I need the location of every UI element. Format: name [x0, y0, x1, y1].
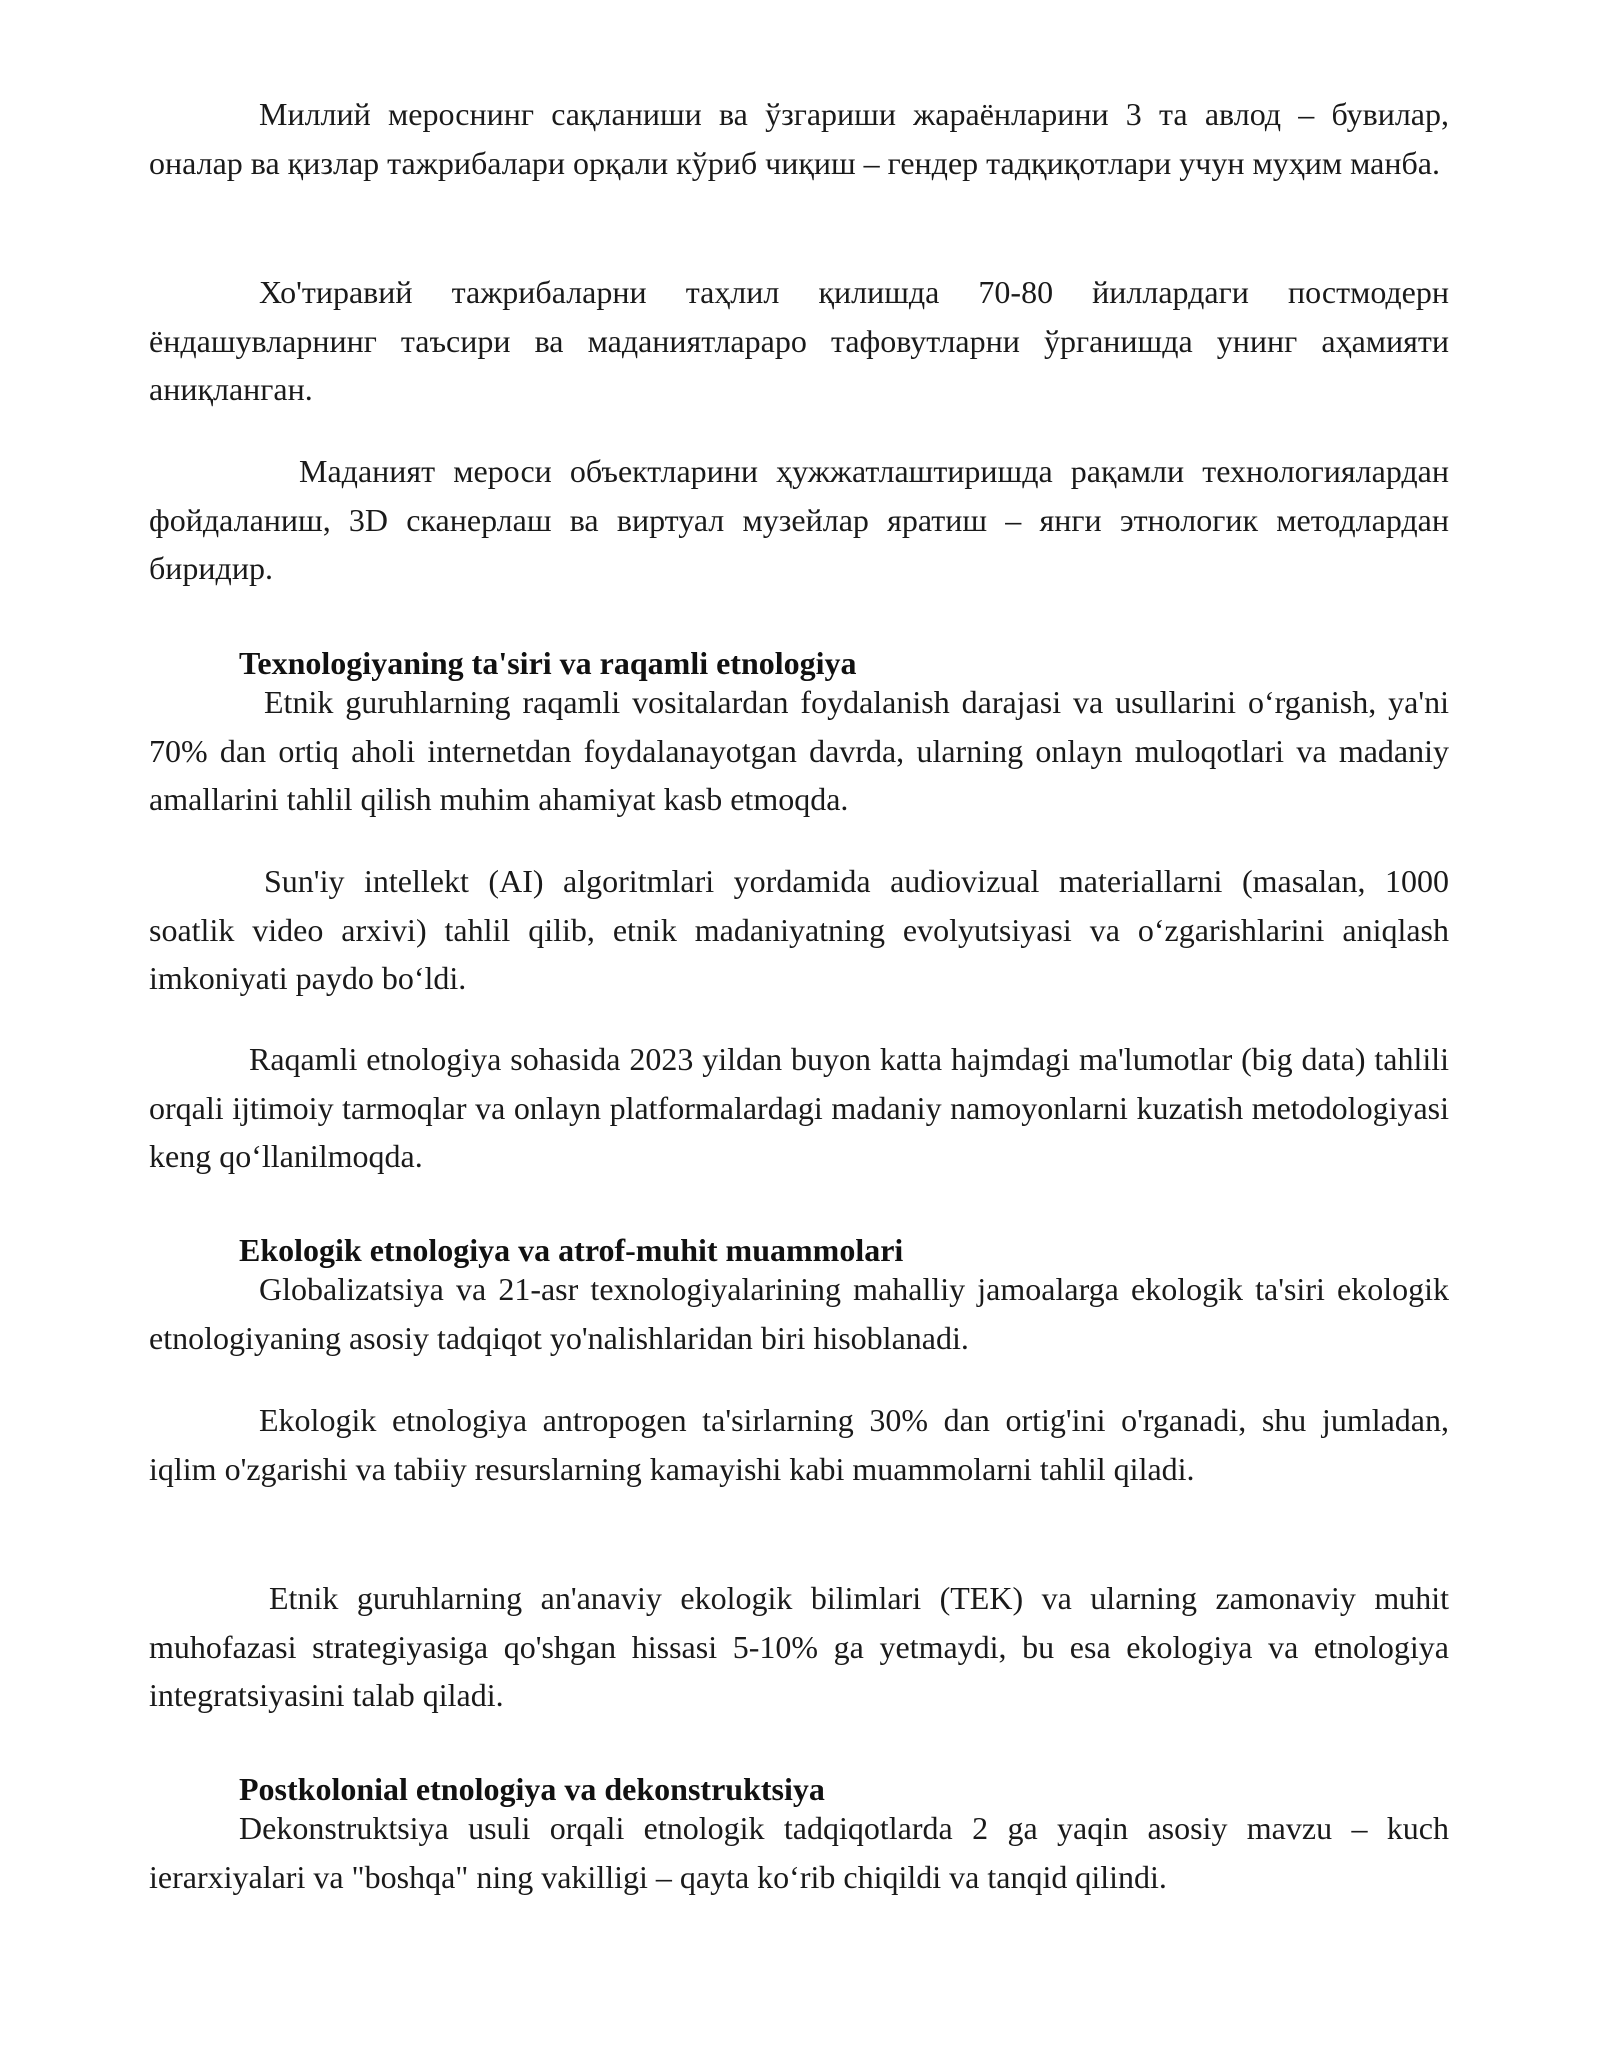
paragraph-intro-1 — [149, 90, 1449, 187]
paragraph-technology-3 — [149, 1035, 1449, 1181]
paragraph-ecology-2 — [149, 1396, 1449, 1493]
paragraph-text: Etnik guruhlarning an'anaviy ekologik bilimlari (TEK) va ularning zamonaviy muhit muhofazasi strategiyasiga qo'shgan hissasi 5-10% ga yetmaydi, bu esa ekologiya va etnologiya integratsiyasini talab qiladi. — [149, 1580, 1449, 1713]
paragraph-technology-2 — [149, 857, 1449, 1003]
paragraph-text: Dekonstruktsiya usuli orqali etnologik tadqiqotlarda 2 ga yaqin asosiy mavzu – kuch ierarxiyalari va "boshqa" ning vakilligi – qayta koʻrib chiqildi va tanqid qilindi. — [149, 1810, 1449, 1895]
paragraph-text: Raqamli etnologiya sohasida 2023 yildan buyon katta hajmdagi ma'lumotlar (big data) tahlili orqali ijtimoiy tarmoqlar va onlayn platformalardagi madaniy namoyonlarni kuzatish metodologiyasi keng qoʻllanilmoqda. — [149, 1041, 1449, 1174]
paragraph-text: Globalizatsiya va 21-asr texnologiyalarining mahalliy jamoalarga ekologik ta'siri ekologik etnologiyaning asosiy tadqiqot yo'nalishlaridan biri hisoblanadi. — [149, 1271, 1449, 1356]
paragraph-text: Sun'iy intellekt (AI) algoritmlari yordamida audiovizual materiallarni (masalan, 1000 soatlik video arxivi) tahlil qilib, etnik madaniyatning evolyutsiyasi va oʻzgarishlarini aniqlash imkoniyati paydo boʻldi. — [149, 863, 1449, 996]
paragraph-text: Хо'тиравий тажрибаларни таҳлил қилишда 70-80 йиллардаги постмодерн ёндашувларнинг таъсири ва маданиятлараро тафовутларни ўрганишда унинг аҳамияти аниқланган. — [149, 274, 1449, 407]
paragraph-intro-2 — [149, 268, 1449, 414]
section-heading: Ekologik etnologiya va atrof-muhit muammolari — [239, 1232, 904, 1268]
paragraph-text: Etnik guruhlarning raqamli vositalardan foydalanish darajasi va usullarini oʻrganish, ya'ni 70% dan ortiq aholi internetdan foydalanayotgan davrda, ularning onlayn muloqotlari va madaniy amallarini tahlil qilish muhim ahamiyat kasb etmoqda. — [149, 684, 1449, 817]
paragraph-intro-3 — [149, 447, 1449, 593]
paragraph-technology-1 — [149, 678, 1449, 824]
paragraph-text: Маданият мероси объектларини ҳужжатлаштиришда рақамли технологиялардан фойдаланиш, 3D сканерлаш ва виртуал музейлар яратиш – янги этнологик методлардан биридир. — [149, 453, 1449, 586]
paragraph-text: Ekologik etnologiya antropogen ta'sirlarning 30% dan ortig'ini o'rganadi, shu jumladan, iqlim o'zgarishi va tabiiy resurslarning kamayishi kabi muammolarni tahlil qiladi. — [149, 1402, 1449, 1487]
paragraph-postcolonial-1 — [149, 1804, 1449, 1901]
paragraph-ecology-1 — [149, 1265, 1449, 1362]
section-heading: Postkolonial etnologiya va dekonstruktsiya — [239, 1771, 825, 1807]
paragraph-ecology-3 — [149, 1574, 1449, 1720]
paragraph-text: Миллий мероснинг сақланиши ва ўзгариши жараёнларини 3 та авлод – бувилар, оналар ва қизлар тажрибалари орқали кўриб чиқиш – гендер тадқиқотлари учун муҳим манба. — [149, 96, 1449, 181]
section-heading: Texnologiyaning ta'siri va raqamli etnologiya — [239, 645, 857, 681]
